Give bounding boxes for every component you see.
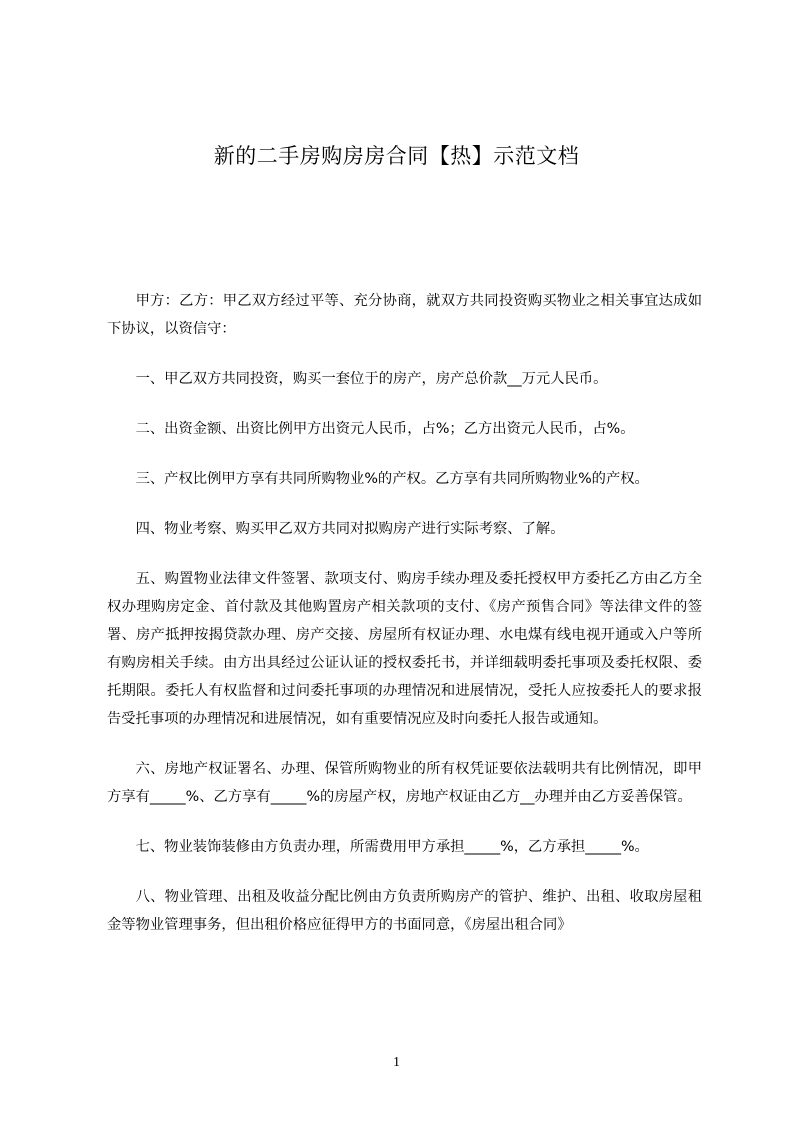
document-title: 新的二手房购房房合同【热】示范文档 (213, 144, 580, 168)
paragraph-preamble: 甲方：乙方：甲乙双方经过平等、充分协商，就双方共同投资购买物业之相关事宜达成如下协议，以资信守： (107, 293, 702, 337)
paragraph-clause-6: 六、房地产权证署名、办理、保管所购物业的所有权凭证要依法载明共有比例情况，即甲方享有_____%、乙方享有_____%的房屋产权，房地产权证由乙方__办理并由乙方妥善保管。 (107, 761, 702, 805)
paragraph-clause-8: 八、物业管理、出租及收益分配比例由方负责所购房产的管护、维护、出租、收取房屋租金等物业管理事务，但出租价格应征得甲方的书面同意，《房屋出租合同》 (107, 889, 702, 933)
paragraph-clause-3: 三、产权比例甲方享有共同所购物业%的产权。乙方享有共同所购物业%的产权。 (135, 471, 649, 487)
paragraph-clause-4: 四、物业考察、购买甲乙双方共同对拟购房产进行实际考察、了解。 (135, 521, 565, 537)
paragraph-clause-1: 一、甲乙双方共同投资，购买一套位于的房产，房产总价款__万元人民币。 (135, 371, 608, 387)
paragraph-clause-2: 二、出资金额、出资比例甲方出资元人民币，占%；乙方出资元人民币，占%。 (135, 421, 635, 437)
paragraph-clause-5: 五、购置物业法律文件签署、款项支付、购房手续办理及委托授权甲方委托乙方由乙方全权办理购房定金、首付款及其他购置房产相关款项的支付、《房产预售合同》等法律文件的签署、房产抵押按揭贷款办理、房产交接、房屋所有权证办理、水电煤有线电视开通或入户等所有购房相关手续。由方出具经过公证认证的授权委托书，并详细载明委托事项及委托权限、委托期限。委托人有权监督和过问委托事项的办理情况和进展情况，受托人应按委托人的要求报告受托事项的办理情况和进展情况，如有重要情况应及时向委托人报告或通知。 (107, 571, 702, 727)
paragraph-clause-7: 七、物业装饰装修由方负责办理，所需费用甲方承担_____%，乙方承担_____%。 (135, 839, 649, 855)
page-number: 1 (393, 1055, 400, 1070)
document-body (107, 287, 702, 939)
